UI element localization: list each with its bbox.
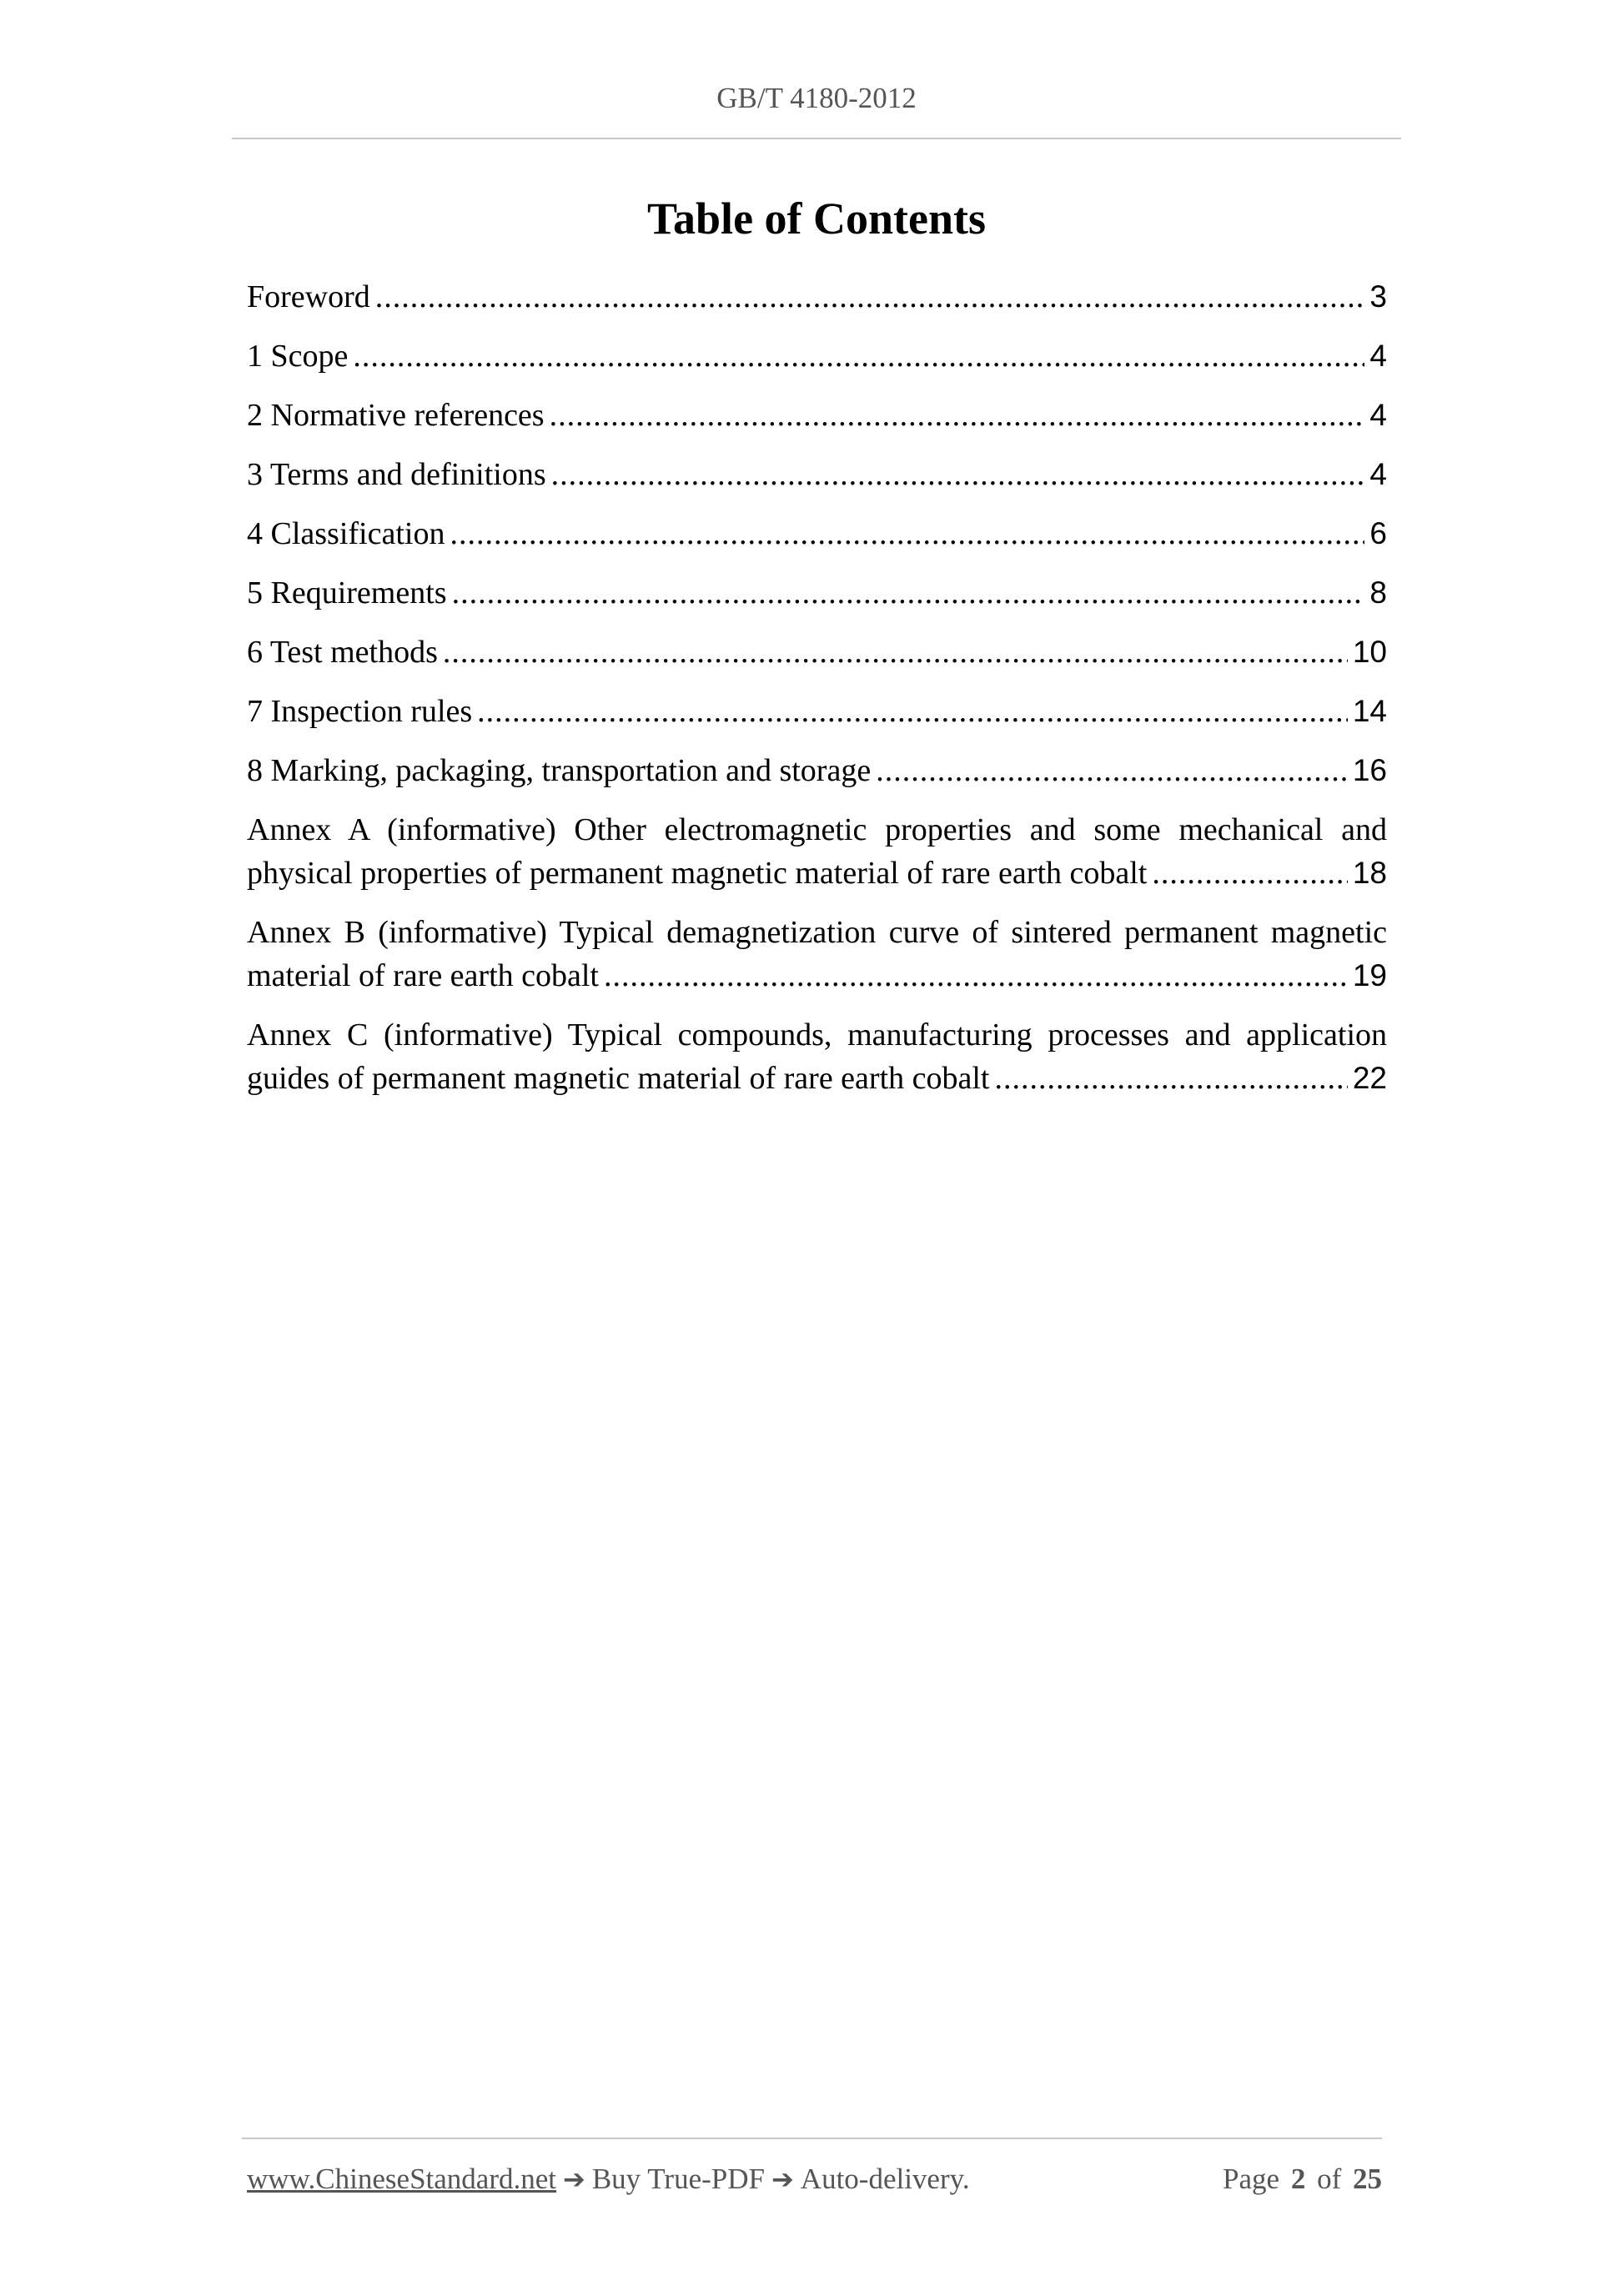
dot-leader <box>604 954 1348 997</box>
toc-entry-page: 22 <box>1352 1061 1387 1095</box>
toc-entry-scope[interactable] <box>247 334 1387 378</box>
toc-entry-normative-references[interactable] <box>247 394 1387 437</box>
dot-leader <box>551 453 1365 496</box>
toc-entry-label: 1 Scope <box>247 339 349 374</box>
toc-entry-label-line2: guides of permanent magnetic material of rare earth cobalt <box>247 1061 990 1096</box>
toc-entry-terms-definitions[interactable] <box>247 453 1387 496</box>
footer-divider <box>242 2138 1382 2139</box>
delivery-text: Auto-delivery. <box>800 2163 970 2195</box>
footer-promo <box>247 2160 970 2198</box>
toc-list <box>247 275 1387 1116</box>
toc-entry-annex-b[interactable] <box>247 911 1387 997</box>
page-number <box>1219 2160 1382 2198</box>
current-page: 2 <box>1290 2163 1306 2195</box>
dot-leader <box>876 749 1348 792</box>
toc-entry-annex-a[interactable] <box>247 808 1387 895</box>
dot-leader <box>443 631 1348 674</box>
toc-entry-label: 3 Terms and definitions <box>247 457 546 492</box>
toc-entry-label-line1: Annex A (informative) Other electromagnetic properties and some mechanical and <box>247 812 1387 847</box>
toc-entry-label-line2: physical properties of permanent magnetic material of rare earth cobalt <box>247 856 1148 891</box>
page-word: Page <box>1223 2163 1280 2195</box>
toc-entry-page: 19 <box>1352 958 1387 992</box>
of-word: of <box>1317 2163 1342 2195</box>
toc-entry-page: 10 <box>1352 635 1387 669</box>
site-link[interactable]: www.ChineseStandard.net <box>247 2163 556 2195</box>
page-footer <box>247 2160 1382 2198</box>
toc-entry-label: 2 Normative references <box>247 398 545 433</box>
buy-text: Buy True-PDF <box>591 2163 765 2195</box>
toc-entry-label: 8 Marking, packaging, transportation and storage <box>247 753 872 788</box>
toc-entry-page: 6 <box>1369 516 1387 550</box>
document-code-header: GB/T 4180-2012 <box>716 82 917 114</box>
toc-entry-label: Foreword <box>247 279 370 314</box>
toc-entry-label: 5 Requirements <box>247 575 447 610</box>
toc-entry-page: 4 <box>1369 457 1387 491</box>
toc-entry-page: 14 <box>1352 694 1387 728</box>
dot-leader <box>452 571 1365 615</box>
dot-leader <box>550 394 1365 437</box>
toc-entry-test-methods[interactable] <box>247 631 1387 674</box>
toc-entry-classification[interactable] <box>247 512 1387 555</box>
toc-entry-annex-c[interactable] <box>247 1013 1387 1100</box>
toc-entry-label-line1: Annex C (informative) Typical compounds, manufacturing processes and application <box>247 1017 1387 1053</box>
toc-entry-page: 18 <box>1352 856 1387 890</box>
toc-entry-label: 6 Test methods <box>247 635 438 670</box>
toc-entry-label: 4 Classification <box>247 516 445 551</box>
toc-title: Table of Contents <box>646 193 987 244</box>
dot-leader <box>1152 852 1347 895</box>
toc-entry-page: 3 <box>1369 279 1387 314</box>
dot-leader <box>450 512 1364 555</box>
dot-leader <box>375 275 1365 319</box>
toc-entry-label-line1: Annex B (informative) Typical demagnetization curve of sintered permanent magnetic <box>247 915 1387 950</box>
right-arrow-icon: ➔ <box>563 2163 585 2195</box>
toc-entry-page: 16 <box>1352 753 1387 787</box>
dot-leader <box>994 1057 1347 1100</box>
right-arrow-icon: ➔ <box>771 2163 794 2195</box>
dot-leader <box>477 690 1348 733</box>
toc-entry-page: 8 <box>1369 575 1387 610</box>
toc-entry-foreword[interactable] <box>247 275 1387 319</box>
header-divider <box>232 138 1401 139</box>
toc-entry-page: 4 <box>1369 398 1387 432</box>
toc-entry-label-line2: material of rare earth cobalt <box>247 958 599 993</box>
toc-entry-page: 4 <box>1369 339 1387 373</box>
toc-entry-requirements[interactable] <box>247 571 1387 615</box>
toc-entry-inspection-rules[interactable] <box>247 690 1387 733</box>
dot-leader <box>353 334 1364 378</box>
total-pages: 25 <box>1353 2163 1382 2195</box>
toc-entry-marking-packaging[interactable] <box>247 749 1387 792</box>
toc-entry-label: 7 Inspection rules <box>247 694 473 729</box>
